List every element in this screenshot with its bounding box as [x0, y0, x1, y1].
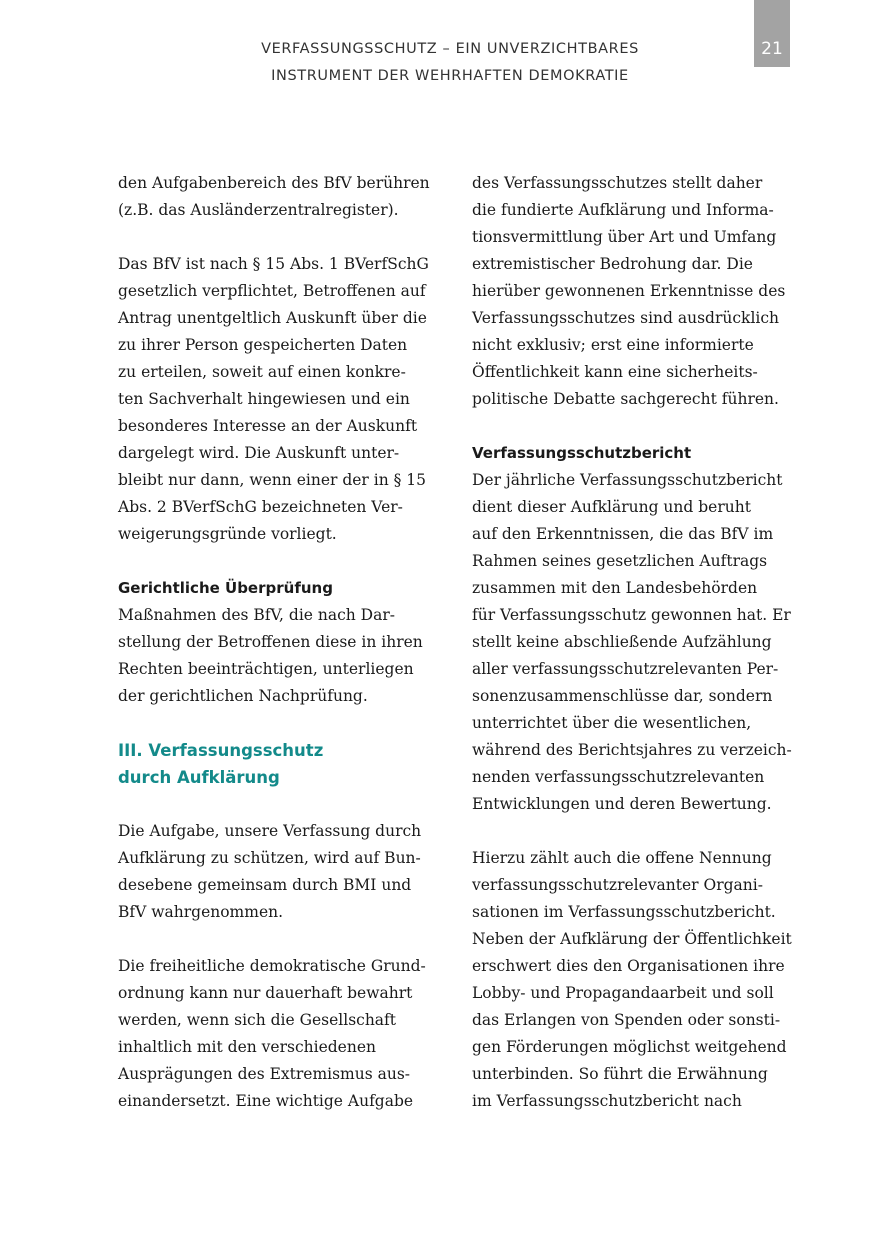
text-line: Ausprägungen des Extremismus aus-: [118, 1065, 411, 1083]
text-line: Abs. 2 BVerfSchG bezeichneten Ver-: [118, 498, 403, 516]
paragraph: [118, 170, 440, 224]
text-line: verfassungsschutzrelevanter Organi-: [472, 876, 763, 894]
text-line: erschwert dies den Organisationen ihre: [472, 957, 785, 975]
text-line: besonderes Interesse an der Auskunft: [118, 417, 418, 435]
text-line: auf den Erkenntnissen, die das BfV im: [472, 525, 774, 543]
text-line: hierüber gewonnenen Erkenntnisse des: [472, 282, 786, 300]
text-line: des Verfassungsschutzes stellt daher: [472, 174, 763, 192]
text-line: Maßnahmen des BfV, die nach Dar-: [118, 606, 396, 624]
text-line: das Erlangen von Spenden oder sonsti-: [472, 1011, 781, 1029]
paragraph: [118, 818, 440, 926]
text-line: weigerungsgründe vorliegt.: [118, 525, 337, 543]
text-line: zusammen mit den Landesbehörden: [472, 579, 758, 597]
text-line: gesetzlich verpflichtet, Betroffenen auf: [118, 282, 426, 300]
text-line: werden, wenn sich die Gesellschaft: [118, 1011, 397, 1029]
text-line: die fundierte Aufklärung und Informa-: [472, 201, 774, 219]
text-line: unterrichtet über die wesentlichen,: [472, 714, 752, 732]
text-line: sationen im Verfassungsschutzbericht.: [472, 903, 776, 921]
paragraph: [118, 602, 440, 710]
text-line: BfV wahrgenommen.: [118, 903, 284, 921]
text-line: den Aufgabenbereich des BfV berühren: [118, 174, 430, 192]
text-line: Neben der Aufklärung der Öffentlichkeit: [472, 930, 792, 948]
text-line: Die freiheitliche demokratische Grund-: [118, 957, 426, 975]
text-line: desebene gemeinsam durch BMI und: [118, 876, 412, 894]
text-line: Aufklärung zu schützen, wird auf Bun-: [118, 849, 421, 867]
text-line: tionsvermittlung über Art und Umfang: [472, 228, 777, 246]
subheading-gerichtliche-ueberpruefung: Gerichtliche Überprüfung: [118, 579, 333, 597]
text-line: Verfassungsschutzes sind ausdrücklich: [472, 309, 780, 327]
text-line: bleibt nur dann, wenn einer der in § 15: [118, 471, 427, 489]
section-heading-line: durch Aufklärung: [118, 768, 280, 787]
text-line: zu ihrer Person gespeicherten Daten: [118, 336, 408, 354]
text-line: nicht exklusiv; erst eine informierte: [472, 336, 754, 354]
header-title-line-1: VERFASSUNGSSCHUTZ – EIN UNVERZICHTBARES: [261, 41, 639, 57]
text-line: einandersetzt. Eine wichtige Aufgabe: [118, 1092, 414, 1110]
text-line: Das BfV ist nach § 15 Abs. 1 BVerfSchG: [118, 255, 429, 273]
text-line: dient dieser Aufklärung und beruht: [472, 498, 751, 516]
section-heading: [118, 737, 440, 791]
running-header: [200, 36, 700, 90]
text-line: ten Sachverhalt hingewiesen und ein: [118, 390, 410, 408]
text-line: gen Förderungen möglichst weitgehend: [472, 1038, 787, 1056]
paragraph: [118, 953, 440, 1115]
text-line: Antrag unentgeltlich Auskunft über die: [118, 309, 427, 327]
text-line: stellung der Betroffenen diese in ihren: [118, 633, 423, 651]
paragraph: [472, 467, 794, 818]
page-number: 21: [761, 39, 783, 59]
text-line: für Verfassungsschutz gewonnen hat. Er: [472, 606, 791, 624]
text-line: Entwicklungen und deren Bewertung.: [472, 795, 772, 813]
section-heading-line: III. Verfassungsschutz: [118, 741, 324, 760]
text-line: Lobby- und Propagandaarbeit und soll: [472, 984, 774, 1002]
text-line: ordnung kann nur dauerhaft bewahrt: [118, 984, 413, 1002]
paragraph: [118, 251, 440, 548]
paragraph: [472, 845, 794, 1115]
page-number-tab: [754, 0, 790, 67]
text-line: Öffentlichkeit kann eine sicherheits-: [472, 363, 758, 381]
text-line: Hierzu zählt auch die offene Nennung: [472, 849, 772, 867]
paragraph: [472, 170, 794, 413]
text-line: der gerichtlichen Nachprüfung.: [118, 687, 368, 705]
text-line: im Verfassungsschutzbericht nach: [472, 1092, 742, 1110]
text-line: (z.B. das Ausländerzentralregister).: [118, 201, 399, 219]
text-line: inhaltlich mit den verschiedenen: [118, 1038, 376, 1056]
text-line: Rechten beeinträchtigen, unterliegen: [118, 660, 414, 678]
text-line: zu erteilen, soweit auf einen konkre-: [118, 363, 406, 381]
text-line: aller verfassungsschutzrelevanten Per-: [472, 660, 779, 678]
right-column: [472, 170, 794, 1115]
text-line: sonenzusammenschlüsse dar, sondern: [472, 687, 773, 705]
text-line: während des Berichtsjahres zu verzeich-: [472, 741, 792, 759]
text-line: nenden verfassungsschutzrelevanten: [472, 768, 765, 786]
text-line: Der jährliche Verfassungsschutzbericht: [472, 471, 783, 489]
text-line: Die Aufgabe, unsere Verfassung durch: [118, 822, 422, 840]
header-title-line-2: INSTRUMENT DER WEHRHAFTEN DEMOKRATIE: [271, 68, 629, 84]
subheading-verfassungsschutzbericht: Verfassungsschutzbericht: [472, 444, 692, 462]
text-line: unterbinden. So führt die Erwähnung: [472, 1065, 768, 1083]
text-line: stellt keine abschließende Aufzählung: [472, 633, 772, 651]
text-line: Rahmen seines gesetzlichen Auftrags: [472, 552, 768, 570]
text-line: extremistischer Bedrohung dar. Die: [472, 255, 753, 273]
text-line: dargelegt wird. Die Auskunft unter-: [118, 444, 400, 462]
text-line: politische Debatte sachgerecht führen.: [472, 390, 779, 408]
left-column: [118, 170, 440, 1115]
